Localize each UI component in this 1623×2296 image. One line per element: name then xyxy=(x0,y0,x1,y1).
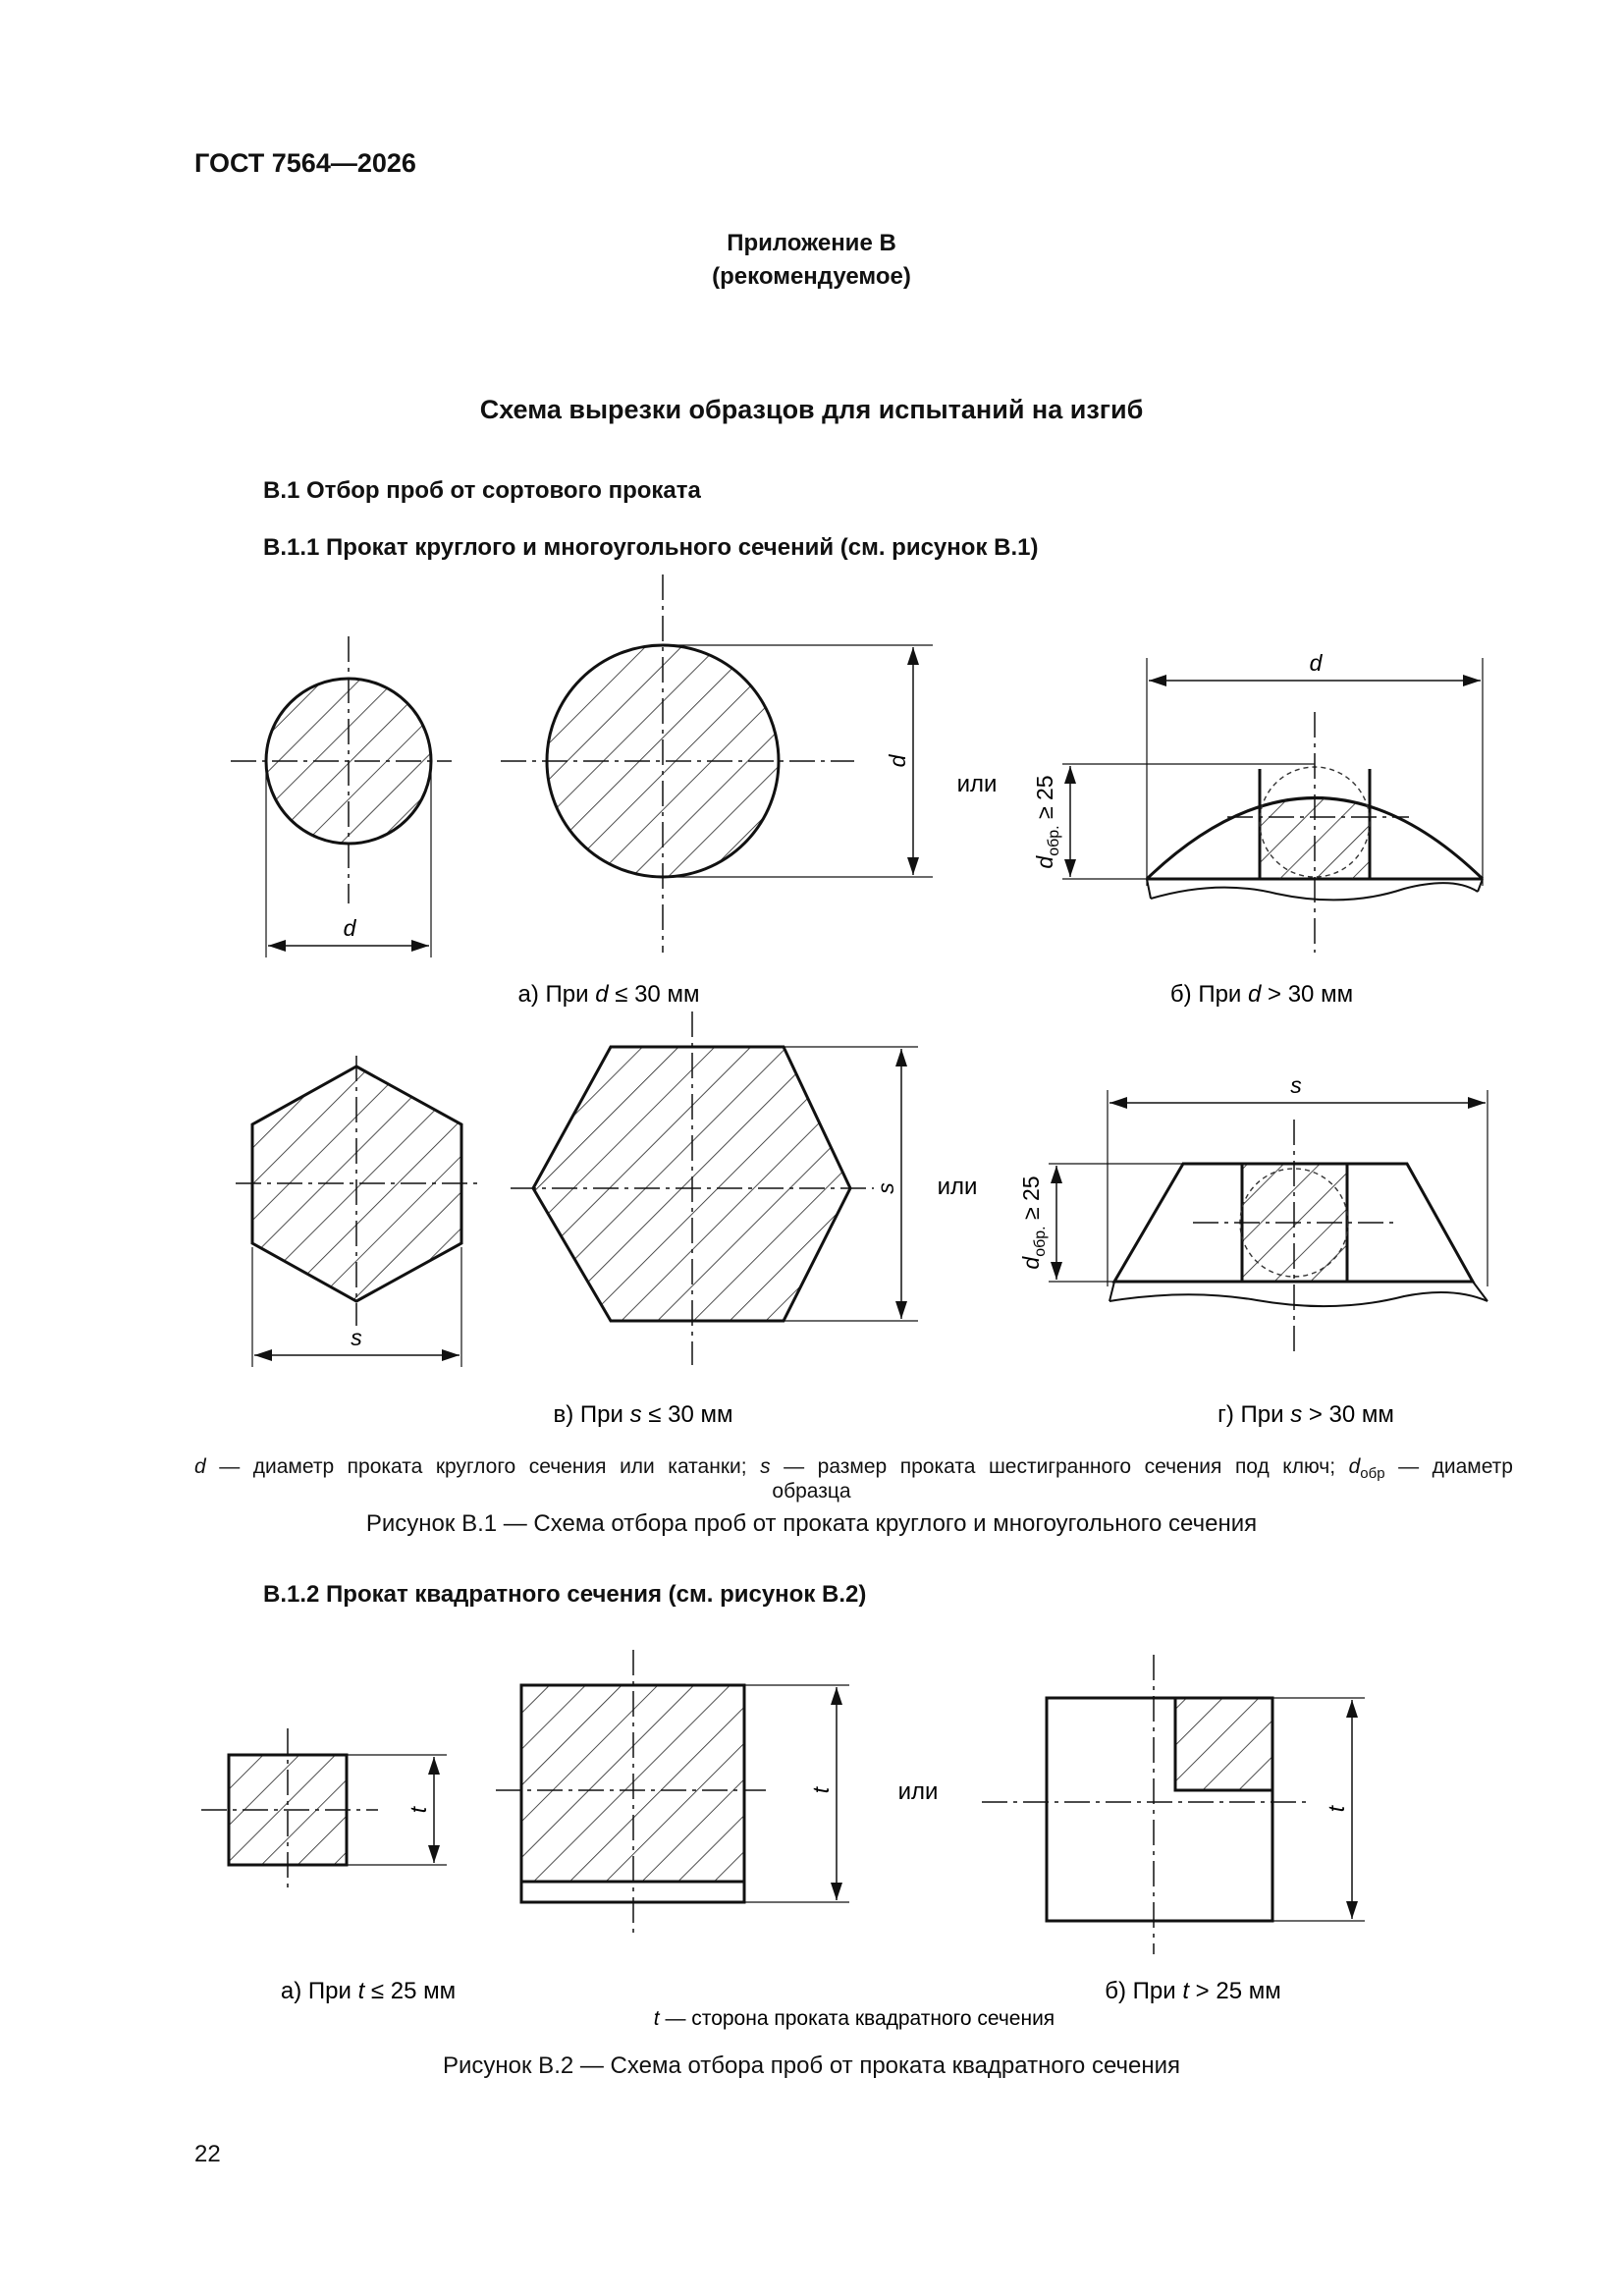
dim-d-label: d xyxy=(343,915,356,941)
caption-v: в) При s ≤ 30 мм xyxy=(553,1401,733,1428)
figure-b1 xyxy=(0,570,1623,1428)
appendix-heading xyxy=(0,227,1623,294)
appendix-title: Схема вырезки образцов для испытаний на изгиб xyxy=(479,395,1144,424)
square-bar-sample-diagram xyxy=(982,1655,1365,1954)
figure-b2-caption: Рисунок В.2 — Схема отбора проб от проката квадратного сечения xyxy=(443,2052,1180,2079)
figure-b1-caption: Рисунок В.1 — Схема отбора проб от проката круглого и многоугольного сечения xyxy=(365,1510,1258,1537)
or-label: или xyxy=(956,771,998,797)
figure-b1-legend-cont: образца xyxy=(772,1480,851,1503)
dim-s-label: s xyxy=(351,1325,362,1350)
section-b11-heading: В.1.1 Прокат круглого и многоугольного сечений (см. рисунок В.1) xyxy=(263,534,1039,561)
hex-bar-small xyxy=(236,1056,481,1367)
caption-b: б) При t > 25 мм xyxy=(1105,1978,1281,2004)
figure-b2 xyxy=(0,1620,1623,2033)
or-label: или xyxy=(897,1778,939,1805)
caption-b: б) При d > 30 мм xyxy=(1169,981,1354,1008)
page-number: 22 xyxy=(194,2141,221,2167)
caption-a: а) При d ≤ 30 мм xyxy=(517,981,700,1008)
caption-a: а) При t ≤ 25 мм xyxy=(280,1978,457,2004)
dim-t-label: t xyxy=(808,1786,834,1794)
appendix-name: Приложение В xyxy=(727,230,896,256)
sample-diameter-label: $d_{обр.} \ge 25$ xyxy=(1032,775,1062,869)
dim-d-label: d xyxy=(885,754,910,768)
round-bar-large xyxy=(501,574,933,953)
appendix-status: (рекомендуемое) xyxy=(712,263,911,290)
figure-b1-legend: d — диаметр проката круглого сечения или катанки; s — размер проката шестигранного сечения под ключ; $d_{обр}$ — диаметр xyxy=(194,1455,1513,1483)
round-bar-sample-diagram xyxy=(1032,650,1483,953)
section-b12-heading: В.1.2 Прокат квадратного сечения (см. рисунок В.2) xyxy=(263,1581,867,1608)
caption-g: г) При s > 30 мм xyxy=(1217,1401,1394,1428)
dim-d-label: d xyxy=(1309,650,1323,676)
dim-t-label: t xyxy=(406,1806,431,1814)
dim-s-label: s xyxy=(1290,1072,1302,1098)
section-b1-heading: В.1 Отбор проб от сортового проката xyxy=(263,477,701,504)
dim-s-label: s xyxy=(873,1182,898,1194)
hex-bar-sample-diagram xyxy=(1018,1072,1488,1355)
or-label: или xyxy=(937,1174,978,1200)
dim-t-label: t xyxy=(1324,1805,1349,1813)
square-bar-small xyxy=(201,1728,447,1890)
document-header: ГОСТ 7564—2026 xyxy=(194,148,416,178)
square-bar-large xyxy=(496,1650,849,1935)
hex-bar-large xyxy=(511,1011,918,1365)
round-bar-small xyxy=(231,636,452,957)
figure-b2-legend: t — сторона проката квадратного сечения xyxy=(653,2007,1055,2030)
sample-diameter-label: $d_{обр.} \ge 25$ xyxy=(1018,1175,1049,1270)
